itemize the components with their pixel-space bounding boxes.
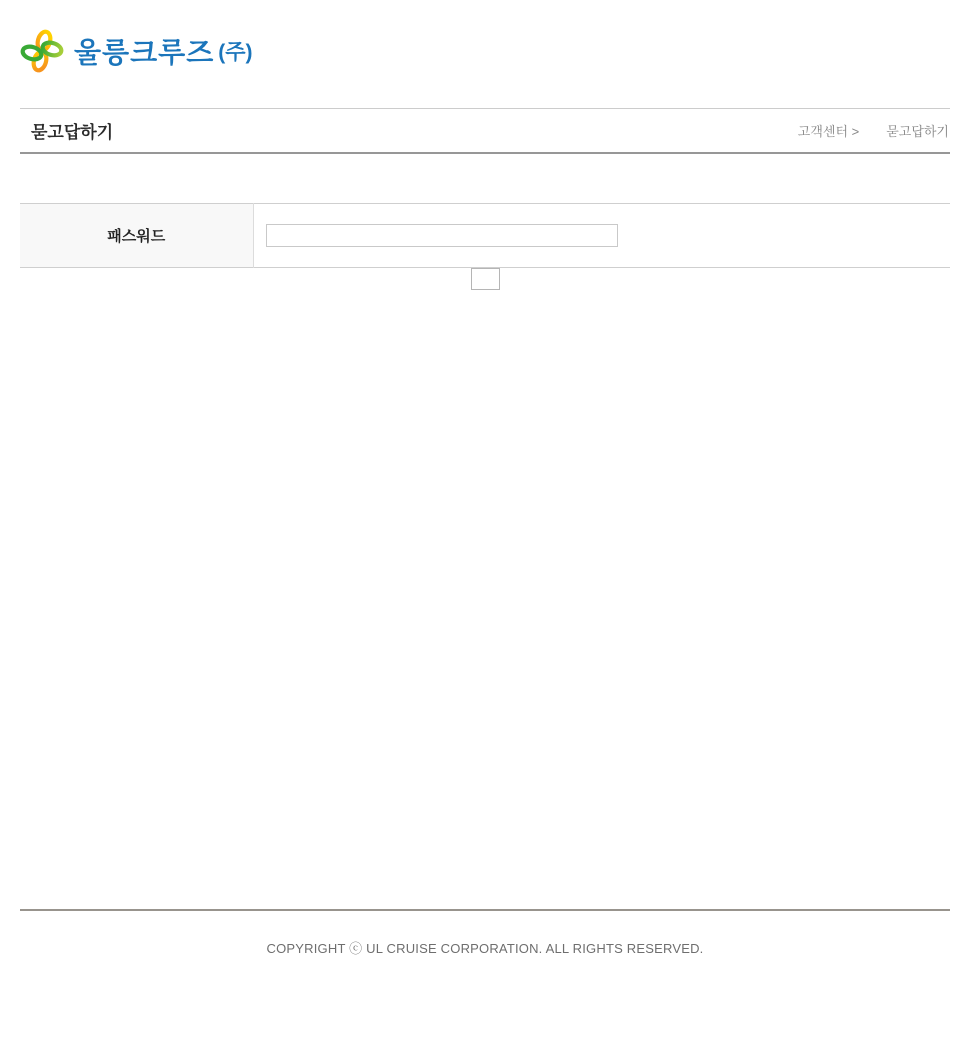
password-input[interactable]	[266, 224, 618, 247]
main-content	[0, 203, 970, 291]
page-title: 묻고답하기	[31, 123, 114, 142]
breadcrumb	[798, 121, 949, 140]
copyright-text: COPYRIGHT ⓒ UL CRUISE CORPORATION. ALL RIGHTS RESERVED.	[266, 941, 704, 956]
brand-suffix: (주)	[218, 41, 253, 64]
logo[interactable]	[20, 29, 253, 73]
breadcrumb-current[interactable]: 묻고답하기	[886, 124, 949, 139]
title-bar	[20, 108, 950, 154]
password-table	[20, 203, 950, 268]
submit-button[interactable]	[471, 268, 500, 290]
footer	[20, 909, 950, 957]
brand-name: 울릉크루즈	[74, 37, 215, 68]
breadcrumb-parent[interactable]: 고객센터 >	[797, 124, 860, 139]
brand-flower-icon	[20, 29, 64, 73]
password-label: 패스워드	[20, 204, 253, 268]
header	[0, 0, 970, 108]
button-row	[0, 268, 970, 291]
password-cell	[253, 204, 950, 268]
table-row	[20, 204, 950, 268]
